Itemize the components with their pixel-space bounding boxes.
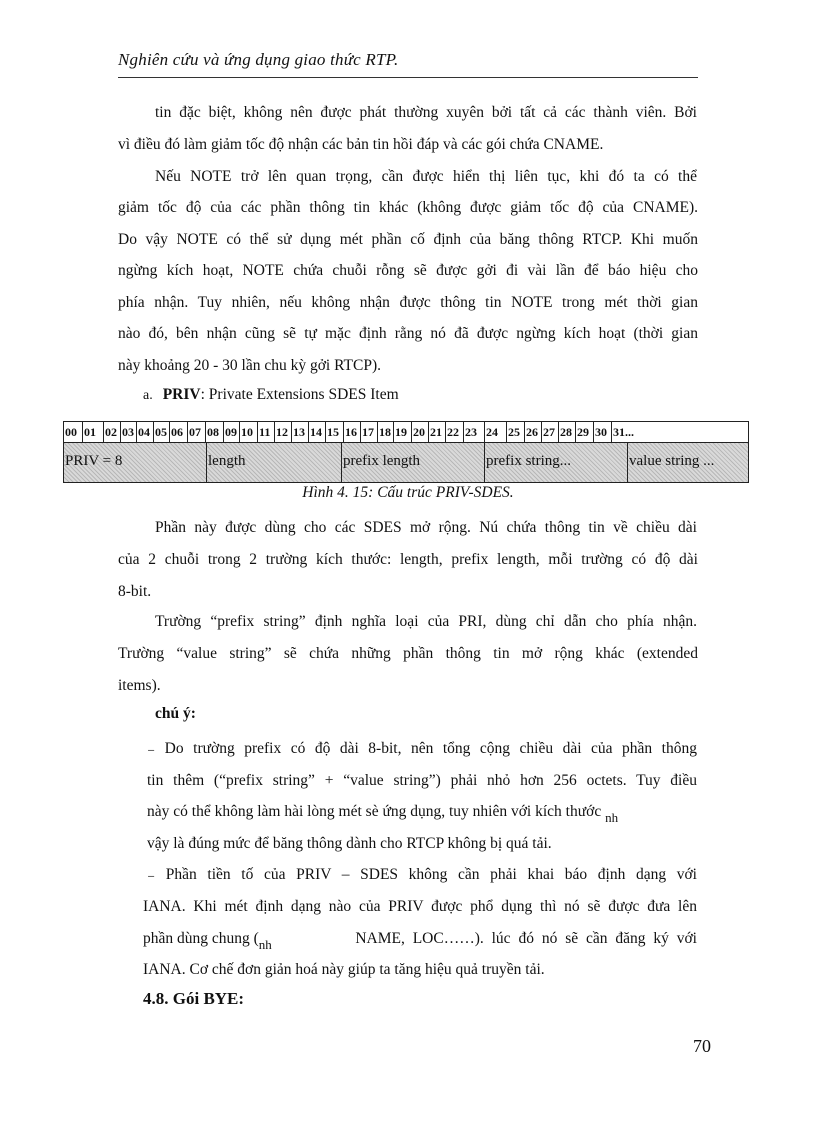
bit-separator (308, 422, 309, 442)
field-cell: prefix length (343, 453, 421, 469)
bit-separator (593, 422, 594, 442)
paragraph-line: vậy là đúng mức để băng thông dành cho RTCP không bị quá tải. (147, 834, 552, 852)
bit-separator (558, 422, 559, 442)
paragraph-line: Phần này được dùng cho các SDES mở rộng. Nú chứa thông tin về chiều dài (155, 519, 697, 536)
bit-index: 04 (138, 425, 150, 439)
bit-index: 07 (189, 425, 201, 439)
priv-sdes-table (63, 421, 749, 483)
bit-separator (463, 422, 464, 442)
paragraph-2 (155, 161, 697, 193)
bit-separator (524, 422, 525, 442)
paragraph-line: Trường “value string” sẽ chứa những phần thông tin mở rộng khác (extended (118, 645, 698, 662)
bit-index: 06 (171, 425, 183, 439)
bit-separator (205, 422, 206, 442)
list-marker: a. (143, 388, 153, 403)
bit-index: 14 (310, 425, 322, 439)
note-2-line-3-prefix (143, 923, 272, 955)
bit-separator (103, 422, 104, 442)
paragraph-line: IANA. Cơ chế đơn giản hoá này giúp ta tăng hiệu quả truyền tải. (143, 961, 545, 978)
bit-index: 30 (595, 425, 607, 439)
paragraph-line: ₋ Phần tiền tố của PRIV – SDES không cần phải khai báo định dạng với (147, 866, 697, 883)
field-cell: PRIV = 8 (65, 453, 123, 469)
bit-separator (187, 422, 188, 442)
bit-index: 22 (447, 425, 459, 439)
paragraph-line: Do vậy NOTE có thể sử dụng mét phần cố định của băng thông RTCP. Khi muốn (118, 230, 698, 248)
paragraph-line: tin đặc biệt, không nên được phát thường xuyên bởi tất cả các thành viên. Bởi (155, 104, 697, 121)
bit-separator (274, 422, 275, 442)
bit-separator (343, 422, 344, 442)
bit-separator (575, 422, 576, 442)
paragraph-4 (155, 606, 697, 638)
paragraph-line: của 2 chuỗi trong 2 trường kích thước: length, prefix length, mỗi trường có độ dài (118, 551, 698, 568)
paragraph-3 (155, 512, 697, 544)
paragraph-line: tin thêm (“prefix string” + “value string”) phải nhỏ hơn 256 octets. Tuy điều (147, 771, 697, 789)
bit-index: 11 (259, 425, 271, 439)
section-heading: 4.8. Gói BYE: (143, 989, 245, 1008)
bit-separator (325, 422, 326, 442)
bit-index: 01 (84, 425, 96, 439)
paragraph-line: vì điều đó làm giảm tốc độ nhận các bản tin hồi đáp và các gói chứa CNAME. (118, 136, 604, 153)
subheading-priv (143, 386, 399, 404)
bit-separator (445, 422, 446, 442)
bit-separator (169, 422, 170, 442)
bit-separator (120, 422, 121, 442)
bit-index: 15 (327, 425, 339, 439)
bit-separator (360, 422, 361, 442)
field-cell: value string ... (629, 453, 715, 469)
bit-index: 31... (613, 425, 634, 439)
bit-index: 02 (105, 425, 117, 439)
bit-index: 24 (486, 425, 498, 439)
bit-index: 25 (508, 425, 520, 439)
bit-index: 09 (225, 425, 237, 439)
paragraph-2-cont (118, 192, 698, 381)
bit-separator (484, 422, 485, 442)
paragraph-line: ngừng kích hoạt, NOTE chứa chuỗi rỗng sẽ được gởi đi vài lần để báo hiệu cho (118, 262, 698, 279)
bit-index: 23 (465, 425, 477, 439)
bit-separator (82, 422, 83, 442)
subscript-nh: nh (605, 810, 619, 825)
bit-separator (428, 422, 429, 442)
bit-separator (136, 422, 137, 442)
bit-index: 00 (65, 425, 77, 439)
bit-separator (223, 422, 224, 442)
subscript-nh: nh (258, 936, 272, 952)
bit-separator (393, 422, 394, 442)
bit-separator (239, 422, 240, 442)
bit-index: 29 (577, 425, 589, 439)
paragraph-4-cont (118, 638, 698, 701)
field-cell: prefix string... (486, 453, 571, 469)
paragraph-line: phía nhận. Tuy nhiên, nếu không nhận được thông tin NOTE trong mét thời gian (118, 293, 698, 311)
priv-description: : Private Extensions SDES Item (200, 386, 399, 403)
note-2-cont (143, 891, 697, 986)
bit-index: 17 (362, 425, 374, 439)
paragraph-1 (155, 97, 697, 129)
bit-separator (411, 422, 412, 442)
paragraph-line: nào đó, bên nhận cũng sẽ tự mặc định rằng nó đã được ngừng kích hoạt (thời gian (118, 325, 698, 342)
paragraph-line: ₋ Do trường prefix có độ dài 8-bit, nên tổng cộng chiều dài của phần thông (147, 740, 697, 757)
figure-caption: Hình 4. 15: Cấu trúc PRIV-SDES. (302, 484, 514, 501)
bit-separator (153, 422, 154, 442)
bit-separator (506, 422, 507, 442)
bit-separator (541, 422, 542, 442)
paragraph-1-cont (118, 129, 698, 161)
note-2-line-3-rest: NAME, LOC……). lúc đó nó sẽ cần đăng ký với (355, 929, 697, 947)
paragraph-line (143, 923, 697, 955)
bit-index: 13 (293, 425, 305, 439)
bit-index: 20 (413, 425, 425, 439)
page-number: 70 (693, 1036, 711, 1056)
bit-index: 18 (379, 425, 391, 439)
bit-index: 28 (560, 425, 572, 439)
note-2 (147, 859, 697, 891)
paragraph-line: items). (118, 676, 161, 694)
header-rule (118, 77, 698, 78)
bit-separator (377, 422, 378, 442)
paragraph-line (147, 796, 697, 828)
note-1-line-3: này có thể không làm hài lòng mét sè ứng dụng, tuy nhiên với kích thước (147, 803, 602, 820)
bit-index: 19 (395, 425, 407, 439)
paragraph-line: Trường “prefix string” định nghĩa loại của PRI, dùng chỉ dẫn cho phía nhận. (155, 613, 697, 630)
paragraph-line: Nếu NOTE trở lên quan trọng, cần được hiển thị liên tục, khi đó ta có thể (155, 168, 697, 185)
paragraph-line: này khoảng 20 - 30 lần chu kỳ gởi RTCP). (118, 356, 381, 374)
paragraph-3-cont (118, 544, 698, 607)
bit-index: 26 (526, 425, 538, 439)
bit-index: 16 (345, 425, 357, 439)
bit-separator (611, 422, 612, 442)
bit-index: 21 (430, 425, 442, 439)
bit-index: 08 (207, 425, 219, 439)
note-heading: chú ý: (155, 705, 196, 722)
note-1 (147, 733, 697, 859)
running-header: Nghiên cứu và ứng dụng giao thức RTP. (118, 50, 399, 69)
bit-index: 27 (543, 425, 555, 439)
paragraph-line: 8-bit. (118, 582, 152, 600)
bit-index: 10 (241, 425, 253, 439)
paragraph-line: IANA. Khi mét định dạng nào của PRIV được phổ dụng thì nó sẽ được đưa lên (143, 898, 697, 915)
bit-index-row (64, 422, 748, 443)
paragraph-line: giảm tốc độ của các phần thông tin khác (không được giảm tốc độ của CNAME). (118, 199, 698, 216)
priv-label: PRIV (162, 386, 201, 403)
bit-separator (257, 422, 258, 442)
field-cell: length (208, 453, 246, 469)
bit-index: 03 (122, 425, 134, 439)
bit-index: 05 (155, 425, 167, 439)
bit-separator (291, 422, 292, 442)
bit-index: 12 (276, 425, 288, 439)
field-row (64, 443, 748, 482)
prefix-text: phần dùng chung ( (143, 929, 259, 947)
